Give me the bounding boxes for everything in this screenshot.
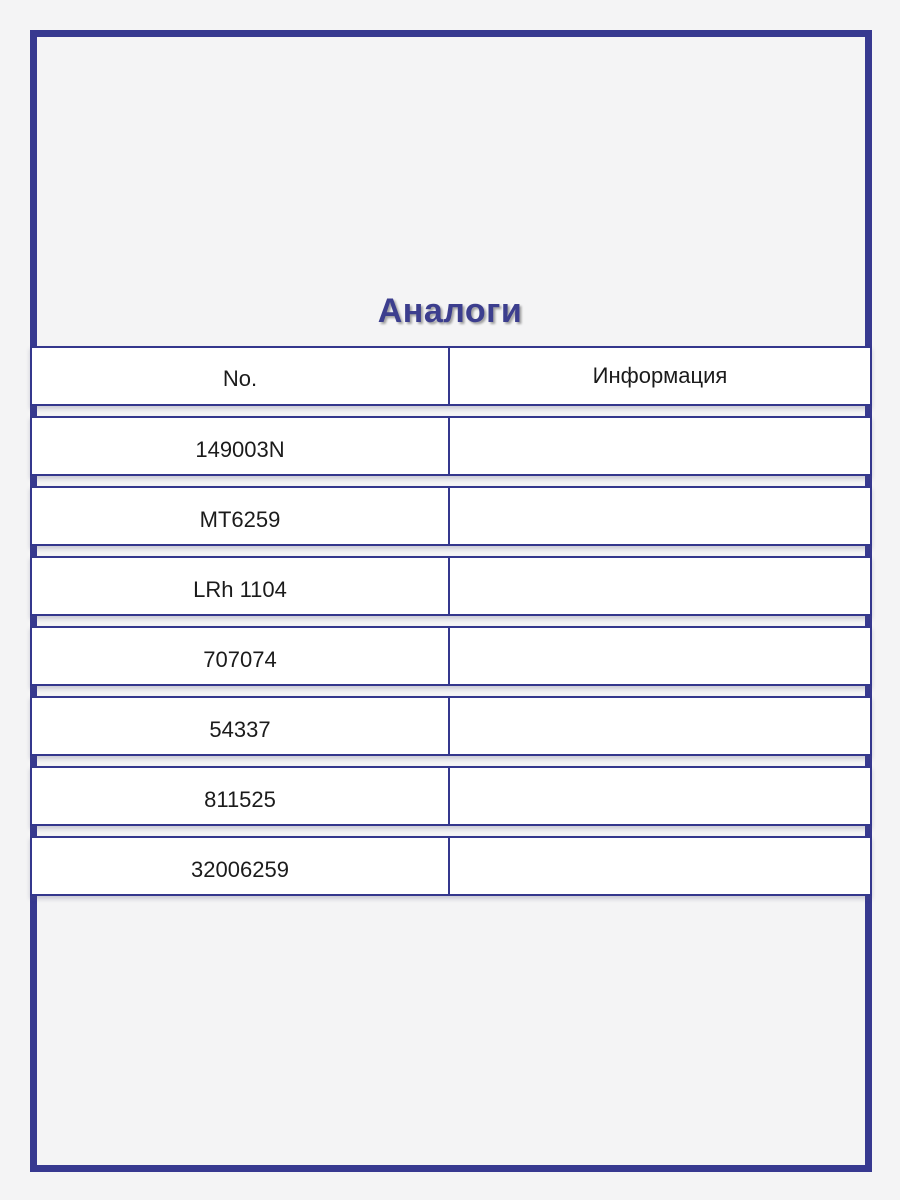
cell-no: 54337 [30,696,450,756]
cell-info [450,836,872,896]
header-no: No. [30,346,450,406]
cell-no: 707074 [30,626,450,686]
table-row [30,416,872,476]
table-row [30,486,872,546]
analogs-table [30,346,872,906]
cell-info [450,696,872,756]
page-title: Аналоги [377,292,523,330]
cell-no: 32006259 [30,836,450,896]
cell-no: MT6259 [30,486,450,546]
cell-info [450,416,872,476]
table-row [30,766,872,826]
header-info: Информация [450,346,872,406]
table-row [30,626,872,686]
cell-info [450,766,872,826]
table-row [30,556,872,616]
cell-no: 149003N [30,416,450,476]
table-row [30,836,872,896]
table-row [30,696,872,756]
table-header-row [30,346,872,406]
cell-info [450,486,872,546]
cell-no: LRh 1104 [30,556,450,616]
cell-info [450,626,872,686]
cell-no: 811525 [30,766,450,826]
cell-info [450,556,872,616]
